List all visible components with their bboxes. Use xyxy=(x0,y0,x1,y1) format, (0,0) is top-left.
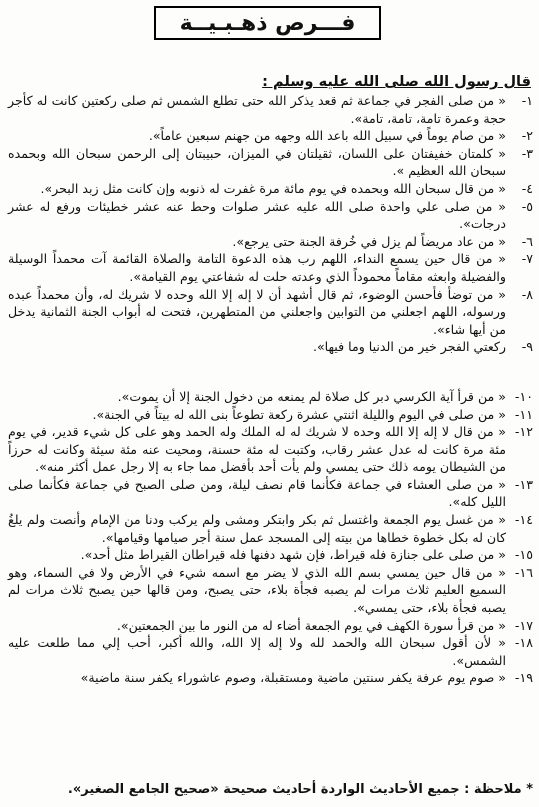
item-text: « من قرأ سورة الكهف في يوم الجمعة أضاء له من النور ما بين الجمعتين». xyxy=(116,617,506,633)
item-number: -١٧ xyxy=(514,617,533,633)
item-text: « صوم يوم عرفة يكفر سنتين ماضية ومستقبلة، وصوم عاشوراء يكفر سنة ماضية» xyxy=(80,670,506,686)
list-item xyxy=(8,250,533,285)
hadith-list xyxy=(8,92,533,687)
list-item xyxy=(8,617,533,635)
item-text: « من توضأ فأحسن الوضوء، ثم قال أشهد أن لا إله إلا الله وحده لا شريك له، وأن محمداً عبده ورسوله، اللهم اجعلني من التوابين واجعلني من المتطهرين، فتحت له أبواب الجنة الثمانية يدخل من أيها شاء». xyxy=(8,286,506,337)
item-number: -١١ xyxy=(514,406,533,422)
item-number: -١٤ xyxy=(514,512,533,528)
item-text: « من قال لا إله إلا الله وحده لا شريك له له الملك وله الحمد وهو على كل شيء قدير، في يوم مئة مرة كانت له عدل عشر رقاب، وكتبت له مئة حسنة، ومحيت عنه مئة سيئة وكانت له حرزاً من الشيطان يومه ذلك حتى يمسي ولم يأت أحد بأفضل مما جاء به إلا رجل عمل أكثر منه». xyxy=(8,424,506,475)
item-text: « من صلى العشاء في جماعة فكأنما قام نصف ليلة، ومن صلى الصبح في جماعة فكأنما صلى الليل كله». xyxy=(8,476,506,510)
section-gap xyxy=(8,356,533,388)
list-item xyxy=(8,511,533,546)
item-number: -١٥ xyxy=(514,547,533,563)
list-item xyxy=(8,338,533,356)
list-item xyxy=(8,406,533,424)
list-item xyxy=(8,476,533,511)
list-item xyxy=(8,233,533,251)
item-text: ركعتي الفجر خير من الدنيا وما فيها». xyxy=(312,339,506,355)
item-number: -١٩ xyxy=(514,670,533,686)
item-number: -١٠ xyxy=(514,388,533,404)
list-item xyxy=(8,127,533,145)
list-item xyxy=(8,546,533,564)
item-number: -١٦ xyxy=(514,564,533,580)
list-item xyxy=(8,564,533,617)
list-item xyxy=(8,634,533,669)
item-number: -٨ xyxy=(521,286,533,302)
item-text: « من صلى الفجر في جماعة ثم قعد يذكر الله حتى تطلع الشمس ثم صلى ركعتين كانت له كأجر حجة وعمرة تامة، تامة، تامة». xyxy=(8,93,506,126)
item-text: « من قال سبحان الله وبحمده في يوم مائة مرة غفرت له ذنوبه وإن كانت مثل زبد البحر». xyxy=(40,180,506,196)
item-text: « من عاد مريضاً لم يزل في خُرفة الجنة حتى يرجع». xyxy=(232,233,506,249)
item-number: -١ xyxy=(521,93,533,108)
item-number: -٣ xyxy=(521,145,533,161)
item-text: « لأن أقول سبحان الله والحمد لله ولا إله إلا الله، والله أكبر، أحب إلي مما طلعت عليه الشمس». xyxy=(8,635,506,668)
footnote: * ملاحظة : جميع الأحاديث الواردة أحاديث صحيحة «صحيح الجامع الصغير». xyxy=(67,782,533,797)
list-item xyxy=(8,388,533,406)
title-box xyxy=(154,6,381,40)
item-text: « من قال حين يسمع النداء، اللهم رب هذه الدعوة التامة والصلاة القائمة آت محمداً الوسيلة والفضيلة وابعثه مقاماً محموداً الذي وعدته حلت له شفاعتي يوم القيامة». xyxy=(8,251,506,284)
item-number: -٩ xyxy=(521,339,533,355)
item-text: « من غسل يوم الجمعة واغتسل ثم بكر وابتكر ومشى ولم يركب ودنا من الإمام وأنصت ولم يلغُ كان له بكل خطوة خطاها من بيته إلى المسجد عمل سنة أجر صيامها وقيامها». xyxy=(8,512,506,545)
list-item xyxy=(8,423,533,476)
item-number: -٤ xyxy=(521,180,533,196)
list-item xyxy=(8,669,533,687)
list-item xyxy=(8,286,533,339)
list-item xyxy=(8,92,533,127)
item-text: « من صلى في اليوم والليلة اثنتي عشرة ركعة تطوعاً بنى الله له بيتاً في الجنة». xyxy=(92,406,506,422)
item-number: -٥ xyxy=(521,198,533,214)
item-text: « من صام يوماً في سبيل الله باعد الله وجهه من جهنم سبعين عاماً». xyxy=(148,128,506,144)
item-number: -٧ xyxy=(521,251,533,267)
item-text: « كلمتان خفيفتان على اللسان، ثقيلتان في الميزان، حبيبتان إلى الرحمن سبحان الله وبحمده سبحان الله العظيم ». xyxy=(8,145,506,179)
item-text: « من قرأ آية الكرسي دبر كل صلاة لم يمنعه من دخول الجنة إلا أن يموت». xyxy=(117,388,506,404)
item-text: « من صلى علي واحدة صلى الله عليه عشر صلوات وحط عنه عشر خطيئات ورفع له عشر درجات». xyxy=(8,198,506,232)
page-title: فـــرص ذهـبـيــة xyxy=(179,10,356,36)
item-number: -١٨ xyxy=(514,635,533,651)
item-number: -٢ xyxy=(521,128,533,144)
item-text: « من صلى على جنازة فله قيراط، فإن شهد دفنها فله قيراطان القيراط مثل أحد». xyxy=(80,547,506,563)
item-text: « من قال حين يمسي بسم الله الذي لا يضر مع اسمه شيء في الأرض ولا في السماء، وهو السميع العليم ثلاث مرات لم يصبه فجأة بلاء، حتى يصبح، ومن قالها حين يصبح ثلاث مرات لم يصبه فجأة بلاء، حتى يمسي». xyxy=(8,564,506,616)
list-item xyxy=(8,198,533,233)
item-number: -١٣ xyxy=(514,476,533,492)
section-heading: قال رسول الله صلى الله عليه وسلم : xyxy=(262,74,531,90)
item-number: -٦ xyxy=(521,233,533,249)
item-number: -١٢ xyxy=(514,424,533,440)
list-item xyxy=(8,180,533,198)
list-item xyxy=(8,145,533,180)
